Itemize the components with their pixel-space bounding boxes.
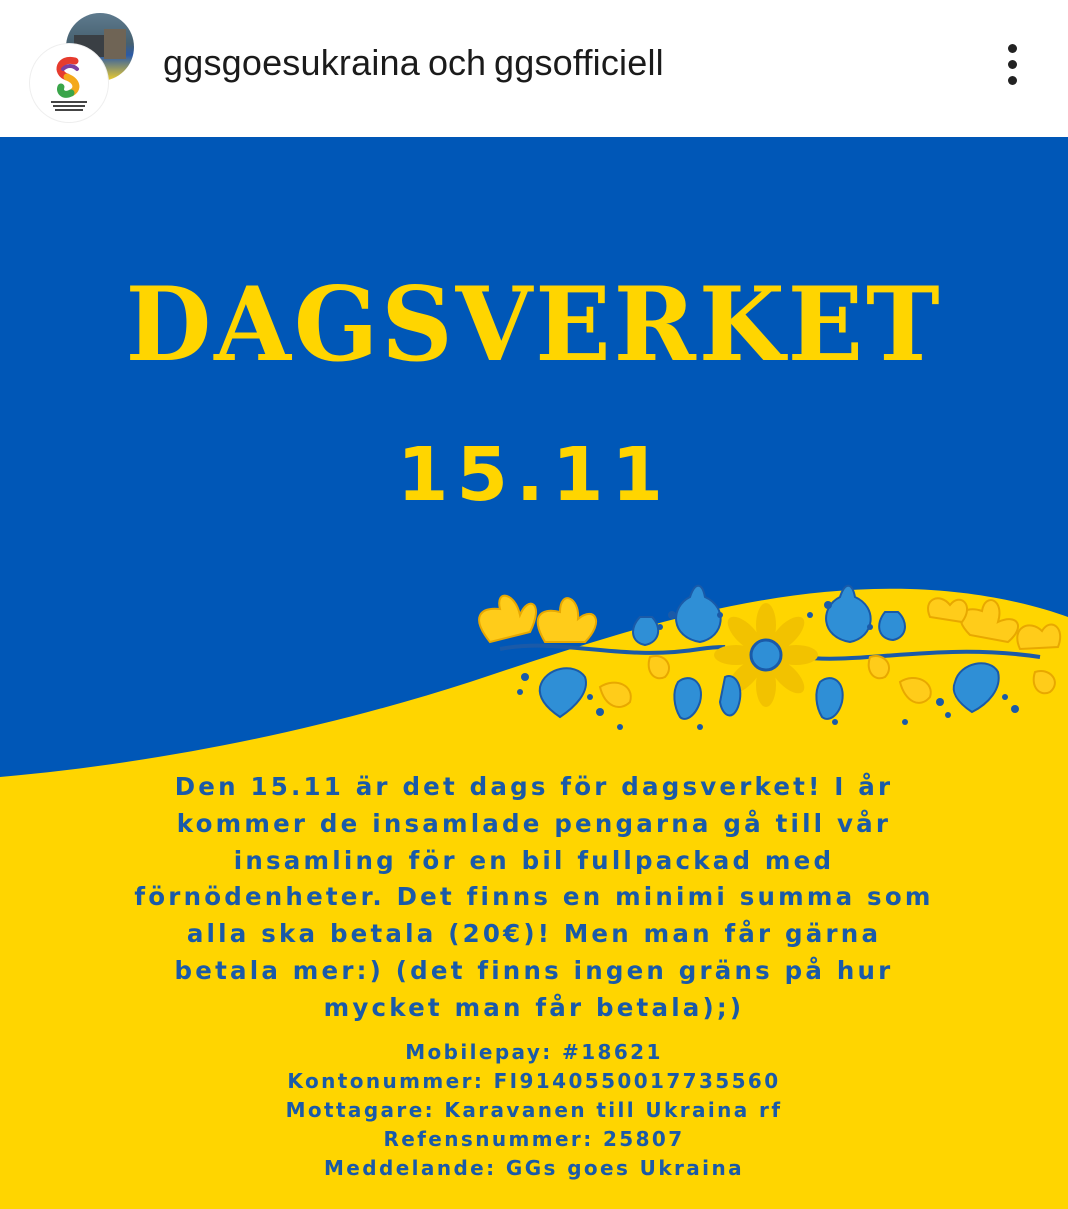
body-line: betala mer:) (det finns ingen gräns på hur: [174, 955, 894, 985]
body-line: Den 15.11 är det dags för dagsverket! I år: [174, 772, 894, 801]
more-options-button[interactable]: [995, 38, 1031, 90]
author-link-ggsgoesukraina[interactable]: ggsgoesukraina: [163, 42, 420, 83]
body-line: alla ska betala (20€)! Men man får gärna: [186, 919, 882, 949]
author-joiner: och: [427, 42, 487, 83]
detail-recipient: Mottagare: Karavanen till Ukraina rf: [285, 1098, 783, 1122]
body-line: förnödenheter. Det finns en minimi summa som: [134, 882, 934, 912]
post-author-line: [163, 38, 664, 88]
body-line: insamling för en bil fullpackad med: [233, 845, 835, 875]
author-link-ggsofficiell[interactable]: ggsofficiell: [494, 42, 664, 83]
body-line: mycket man får betala);): [323, 992, 745, 1022]
poster-date: 15.11: [396, 432, 672, 518]
detail-account-number: Kontonummer: FI9140550017735560: [287, 1069, 781, 1093]
post-header: [0, 0, 1068, 137]
body-line: kommer de insamlade pengarna gå till vår: [176, 808, 892, 838]
detail-reference-number: Refensnummer: 25807: [383, 1127, 685, 1151]
poster-body-text: [110, 769, 958, 1027]
ggs-logo-icon: [33, 47, 105, 119]
post-image[interactable]: [0, 137, 1068, 1209]
poster-headline: DAGSVERKET: [125, 265, 943, 385]
avatar-ggsofficiell[interactable]: [30, 44, 108, 122]
detail-message: Meddelande: GGs goes Ukraina: [324, 1156, 744, 1180]
more-vertical-icon: [1008, 44, 1017, 53]
detail-mobilepay: Mobilepay: #18621: [405, 1040, 663, 1064]
payment-details: [0, 1038, 1068, 1183]
